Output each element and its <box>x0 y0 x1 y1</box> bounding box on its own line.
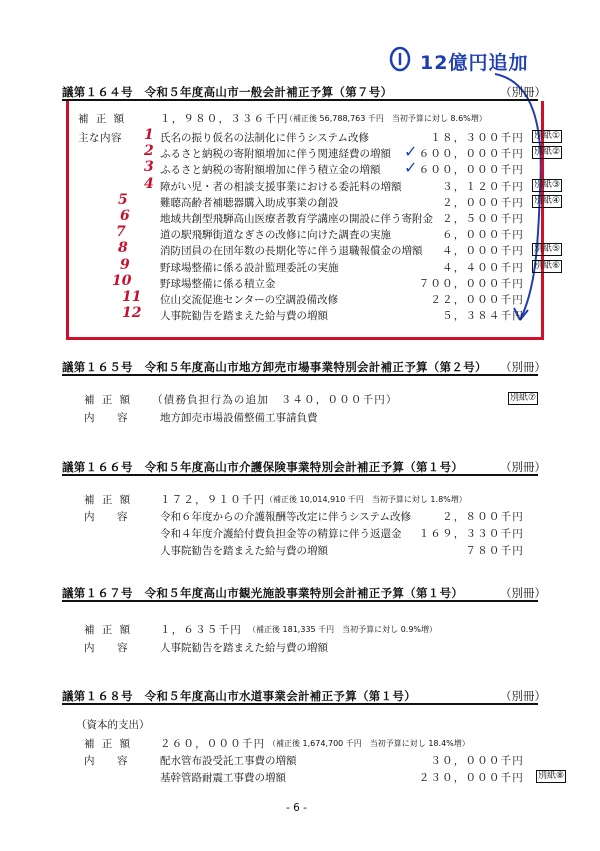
item-amount: ２，０００千円 <box>442 197 524 209</box>
content-label: 内 容 <box>84 412 128 424</box>
content-label: 内 容 <box>84 755 128 767</box>
item-text: 人事院勧告を踏まえた給与費の増額 <box>160 545 328 557</box>
item-amount: ７００，０００千円 <box>418 278 524 290</box>
item-text: 障がい児・者の相談支援事業における委託料の増額 <box>160 181 402 193</box>
section-title-168: 議第１６８号 令和５年度高山市水道事業会計補正予算（第１号） <box>62 689 416 703</box>
section-rule <box>62 474 538 476</box>
handwritten-note: 12億円追加 <box>420 52 529 74</box>
item-text: 道の駅飛騨街道なぎさの改修に向けた調査の実施 <box>160 229 391 241</box>
handwritten-item-number: 3 <box>144 159 154 175</box>
section-rule <box>62 703 538 705</box>
item-text: 氏名の振り仮名の法制化に伴うシステム改修 <box>160 132 369 144</box>
item-text: 基幹管路耐震工事費の増額 <box>160 772 286 784</box>
hosei-label: 補 正 額 <box>84 738 133 750</box>
item-text: 配水管布設受託工事費の増額 <box>160 755 297 767</box>
item-amount: ４，４００千円 <box>442 262 524 274</box>
section-rule <box>62 374 538 376</box>
hosei-label: 補 正 額 <box>84 494 133 506</box>
item-text: 令和４年度介護給付費負担金等の精算に伴う返還金 <box>160 528 402 540</box>
section-title-164: 議第１６４号 令和５年度高山市一般会計補正予算（第７号） <box>62 85 393 99</box>
hosei-label: 補 正 額 <box>84 624 133 636</box>
item-text: 位山交流促進センターの空調設備改修 <box>160 294 339 306</box>
item-text: 人事院勧告を踏まえた給与費の増額 <box>160 310 328 322</box>
hosei-detail: （補正後 1,674,700 千円 当初予算に対し 18.4%増） <box>268 739 470 748</box>
handwritten-item-number: 2 <box>144 143 154 159</box>
handwritten-item-number: 12 <box>122 305 142 321</box>
attachment-tag: 別紙⑤ <box>534 244 561 254</box>
separate-volume-note: （別冊） <box>500 360 546 374</box>
attachment-tag: 別紙② <box>534 147 561 157</box>
check-mark-icon: ✓ <box>404 158 418 177</box>
hosei-amount: （債務負担行為の追加 ３４０，０００千円） <box>152 394 398 406</box>
item-amount: ７８０千円 <box>465 545 524 557</box>
item-amount: ５，３８４千円 <box>442 310 524 322</box>
handwritten-item-number: 5 <box>118 192 128 208</box>
item-amount: ２２，０００千円 <box>430 294 524 306</box>
item-text: 難聴高齢者補聴器購入助成事業の創設 <box>160 197 339 209</box>
item-text: 消防団員の在団年数の長期化等に伴う退職報償金の増額 <box>160 245 423 257</box>
hosei-detail: （補正後 56,788,763 千円 当初予算に対し 8.6%増） <box>285 114 487 123</box>
hosei-amount: ２６０，０００千円 <box>160 738 266 750</box>
content-text: 地方卸売市場設備整備工事請負費 <box>160 412 318 424</box>
item-amount: ４，０００千円 <box>442 245 524 257</box>
content-label: 内 容 <box>84 642 128 654</box>
item-text: 令和６年度からの介護報酬等改定に伴うシステム改修 <box>160 511 411 523</box>
item-amount: １８，３００千円 <box>430 132 524 144</box>
attachment-tag: 別紙⑧ <box>538 771 565 781</box>
sub-heading: （資本的支出） <box>76 719 150 731</box>
separate-volume-note: （別冊） <box>500 586 546 600</box>
attachment-tag: 別紙① <box>534 131 561 141</box>
circled-one-annotation <box>388 44 414 74</box>
attachment-tag: 別紙⑦ <box>510 393 537 403</box>
attachment-tag: 別紙③ <box>534 180 561 190</box>
handwritten-item-number: 9 <box>120 257 130 273</box>
section-title-167: 議第１６７号 令和５年度高山市観光施設事業特別会計補正予算（第１号） <box>62 586 464 600</box>
hosei-label: 補 正 額 <box>84 394 133 406</box>
item-amount: ２，５００千円 <box>442 213 524 225</box>
item-amount: ２，８００千円 <box>442 511 524 523</box>
content-text: 人事院勧告を踏まえた給与費の増額 <box>160 642 328 654</box>
section-title-166: 議第１６６号 令和５年度高山市介護保険事業特別会計補正予算（第１号） <box>62 460 464 474</box>
handwritten-item-number: 10 <box>112 273 132 289</box>
item-text: 野球場整備に係る積立金 <box>160 278 276 290</box>
item-amount: ６００，０００千円 <box>418 164 524 176</box>
item-text: 地域共創型飛騨高山医療者教育学講座の開設に伴う寄附金 <box>160 213 433 225</box>
attachment-tag: 別紙⑥ <box>534 261 561 271</box>
item-text: ふるさと納税の寄附額増加に伴う積立金の増額 <box>160 164 381 176</box>
section-title-165: 議第１６５号 令和５年度高山市地方卸売市場事業特別会計補正予算（第２号） <box>62 360 487 374</box>
content-label: 内 容 <box>84 511 128 523</box>
handwritten-item-number: 7 <box>116 224 126 240</box>
item-text: ふるさと納税の寄附額増加に伴う関連経費の増額 <box>160 148 391 160</box>
item-amount: ３，１２０千円 <box>442 181 524 193</box>
separate-volume-note: （別冊） <box>500 689 546 703</box>
hosei-detail: （補正後 10,014,910 千円 当初予算に対し 1.8%増） <box>265 495 467 504</box>
check-mark-icon: ✓ <box>404 142 418 161</box>
attachment-tag: 別紙④ <box>534 196 561 206</box>
handwritten-item-number: 1 <box>144 127 154 143</box>
item-amount: ２３０，０００千円 <box>418 772 524 784</box>
item-amount: ６００，０００千円 <box>418 148 524 160</box>
page-number: - 6 - <box>286 802 307 814</box>
hosei-detail: （補正後 181,335 千円 当初予算に対し 0.9%増） <box>248 625 438 634</box>
handwritten-item-number: 8 <box>118 240 128 256</box>
hosei-amount: １７２，９１０千円 <box>160 494 266 506</box>
separate-volume-note: （別冊） <box>500 85 546 99</box>
item-amount: １６９，３３０千円 <box>418 528 524 540</box>
handwritten-item-number: 11 <box>122 289 142 305</box>
separate-volume-note: （別冊） <box>500 460 546 474</box>
content-label: 主な内容 <box>78 132 122 144</box>
section-rule <box>62 600 538 602</box>
handwritten-item-number: 6 <box>120 208 130 224</box>
hosei-amount: １，９８０，３３６千円 <box>160 113 289 125</box>
item-amount: ６，０００千円 <box>442 229 524 241</box>
hosei-amount: １，６３５千円 <box>160 624 242 636</box>
item-amount: ３０，０００千円 <box>430 755 524 767</box>
item-text: 野球場整備に係る設計監理委託の実施 <box>160 262 339 274</box>
handwritten-item-number: 4 <box>144 176 154 192</box>
hosei-label: 補 正 額 <box>78 113 127 125</box>
